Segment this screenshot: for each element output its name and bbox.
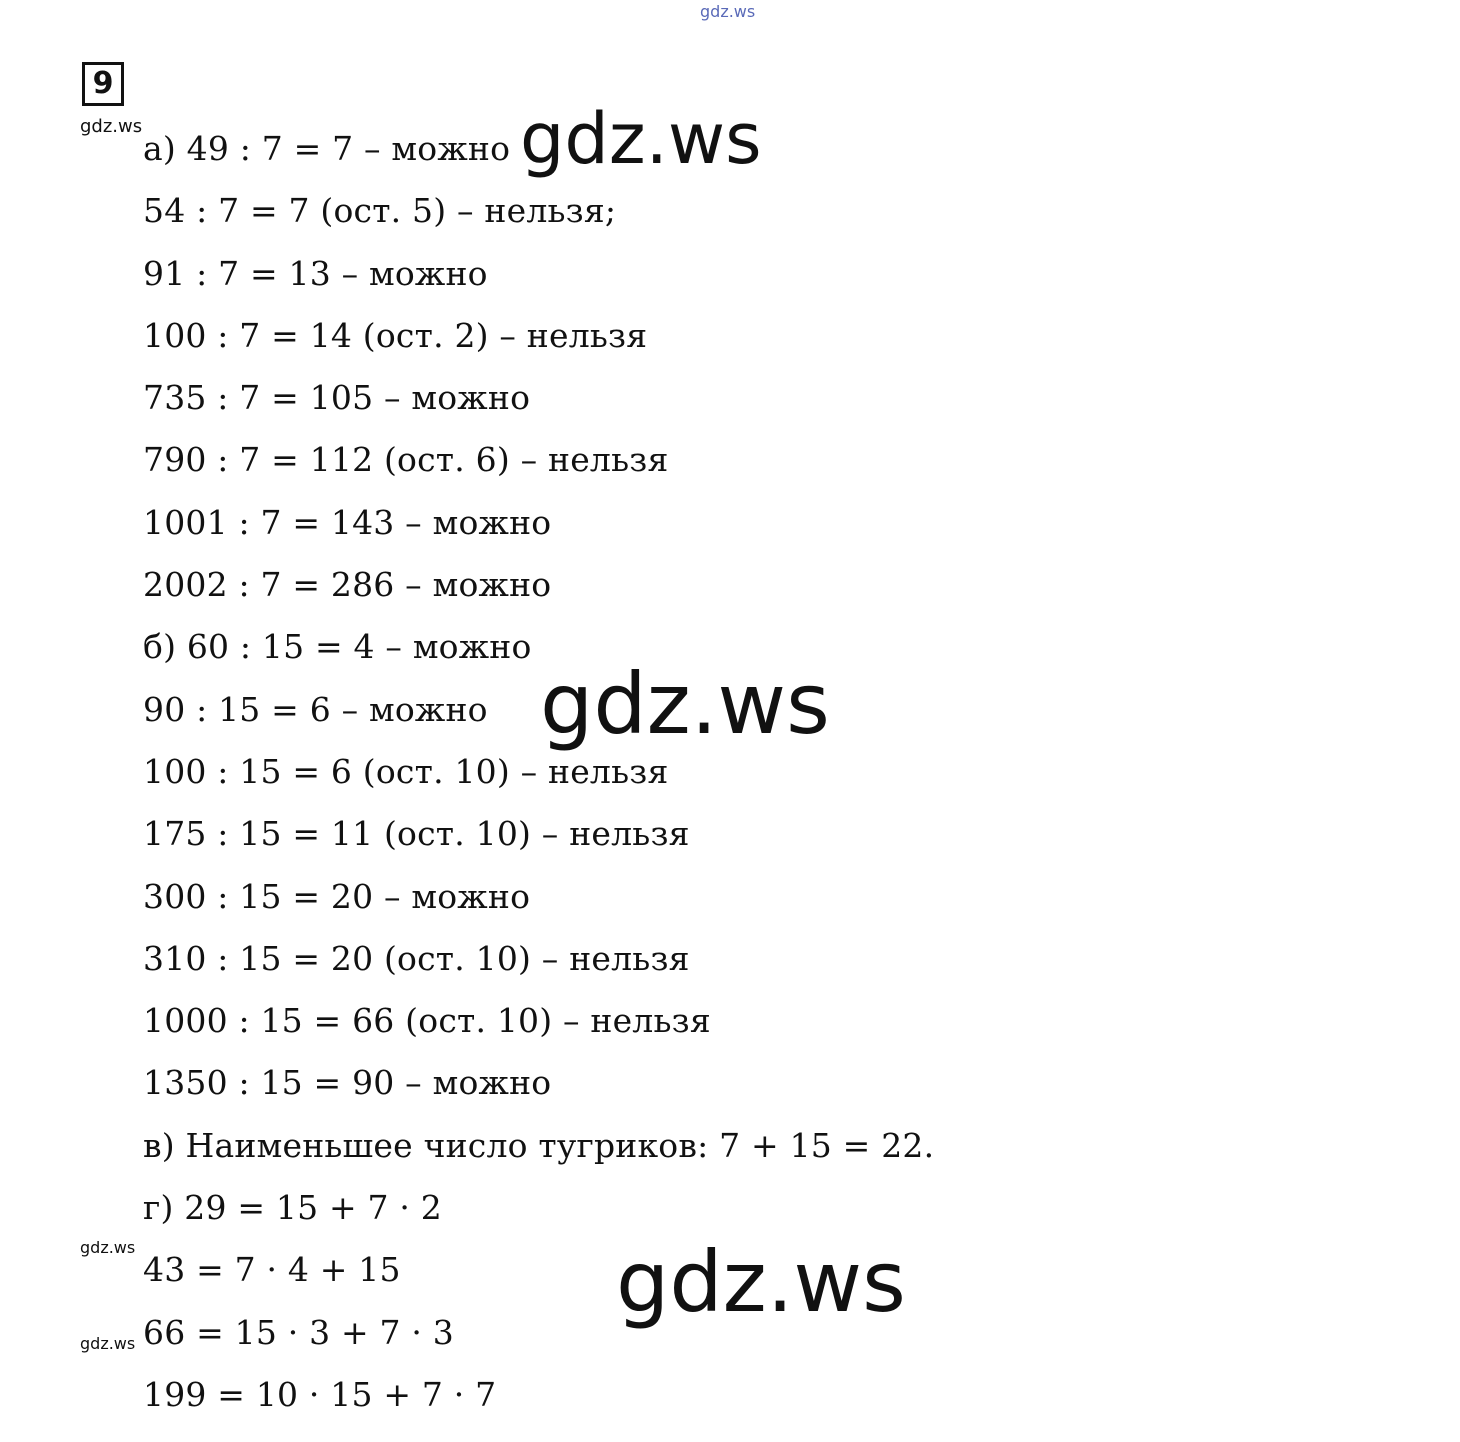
solution-line: г) 29 = 15 + 7 · 2 xyxy=(143,1188,442,1228)
solution-line: 175 : 15 = 11 (ост. 10) – нельзя xyxy=(143,814,690,854)
big-watermark: gdz.ws xyxy=(540,655,830,753)
solution-line: 1001 : 7 = 143 – можно xyxy=(143,502,552,542)
solution-line: 100 : 15 = 6 (ост. 10) – нельзя xyxy=(143,751,669,791)
solution-line: 310 : 15 = 20 (ост. 10) – нельзя xyxy=(143,938,690,978)
solution-line: 66 = 15 · 3 + 7 · 3 xyxy=(143,1312,454,1352)
solution-line: 1000 : 15 = 66 (ост. 10) – нельзя xyxy=(143,1001,711,1041)
solution-line: 735 : 7 = 105 – можно xyxy=(143,378,531,418)
solution-line: 43 = 7 · 4 + 15 xyxy=(143,1250,401,1290)
small-watermark: gdz.ws xyxy=(80,116,143,137)
solution-line: 54 : 7 = 7 (ост. 5) – нельзя; xyxy=(143,191,617,231)
big-watermark: gdz.ws xyxy=(616,1233,906,1331)
task-number-box: 9 xyxy=(82,62,124,106)
small-watermark: gdz.ws xyxy=(80,1334,136,1353)
solution-line: 199 = 10 · 15 + 7 · 7 xyxy=(143,1374,497,1414)
solution-line: 100 : 7 = 14 (ост. 2) – нельзя xyxy=(143,315,648,355)
solution-line: 2002 : 7 = 286 – можно xyxy=(143,565,552,605)
solution-line: а) 49 : 7 = 7 – можно xyxy=(143,129,511,168)
solution-line: 790 : 7 = 112 (ост. 6) – нельзя xyxy=(143,440,669,480)
solution-line: 300 : 15 = 20 – можно xyxy=(143,876,531,916)
solution-line: б) 60 : 15 = 4 – можно xyxy=(143,627,532,667)
small-watermark: gdz.ws xyxy=(80,1238,136,1257)
solution-line: 1350 : 15 = 90 – можно xyxy=(143,1063,552,1103)
top-watermark: gdz.ws xyxy=(700,2,756,21)
big-watermark: gdz.ws xyxy=(520,98,762,180)
solution-line: 91 : 7 = 13 – можно xyxy=(143,253,488,293)
solution-line: 90 : 15 = 6 – можно xyxy=(143,689,488,729)
solution-line: в) Наименьшее число тугриков: 7 + 15 = 22. xyxy=(143,1125,935,1165)
